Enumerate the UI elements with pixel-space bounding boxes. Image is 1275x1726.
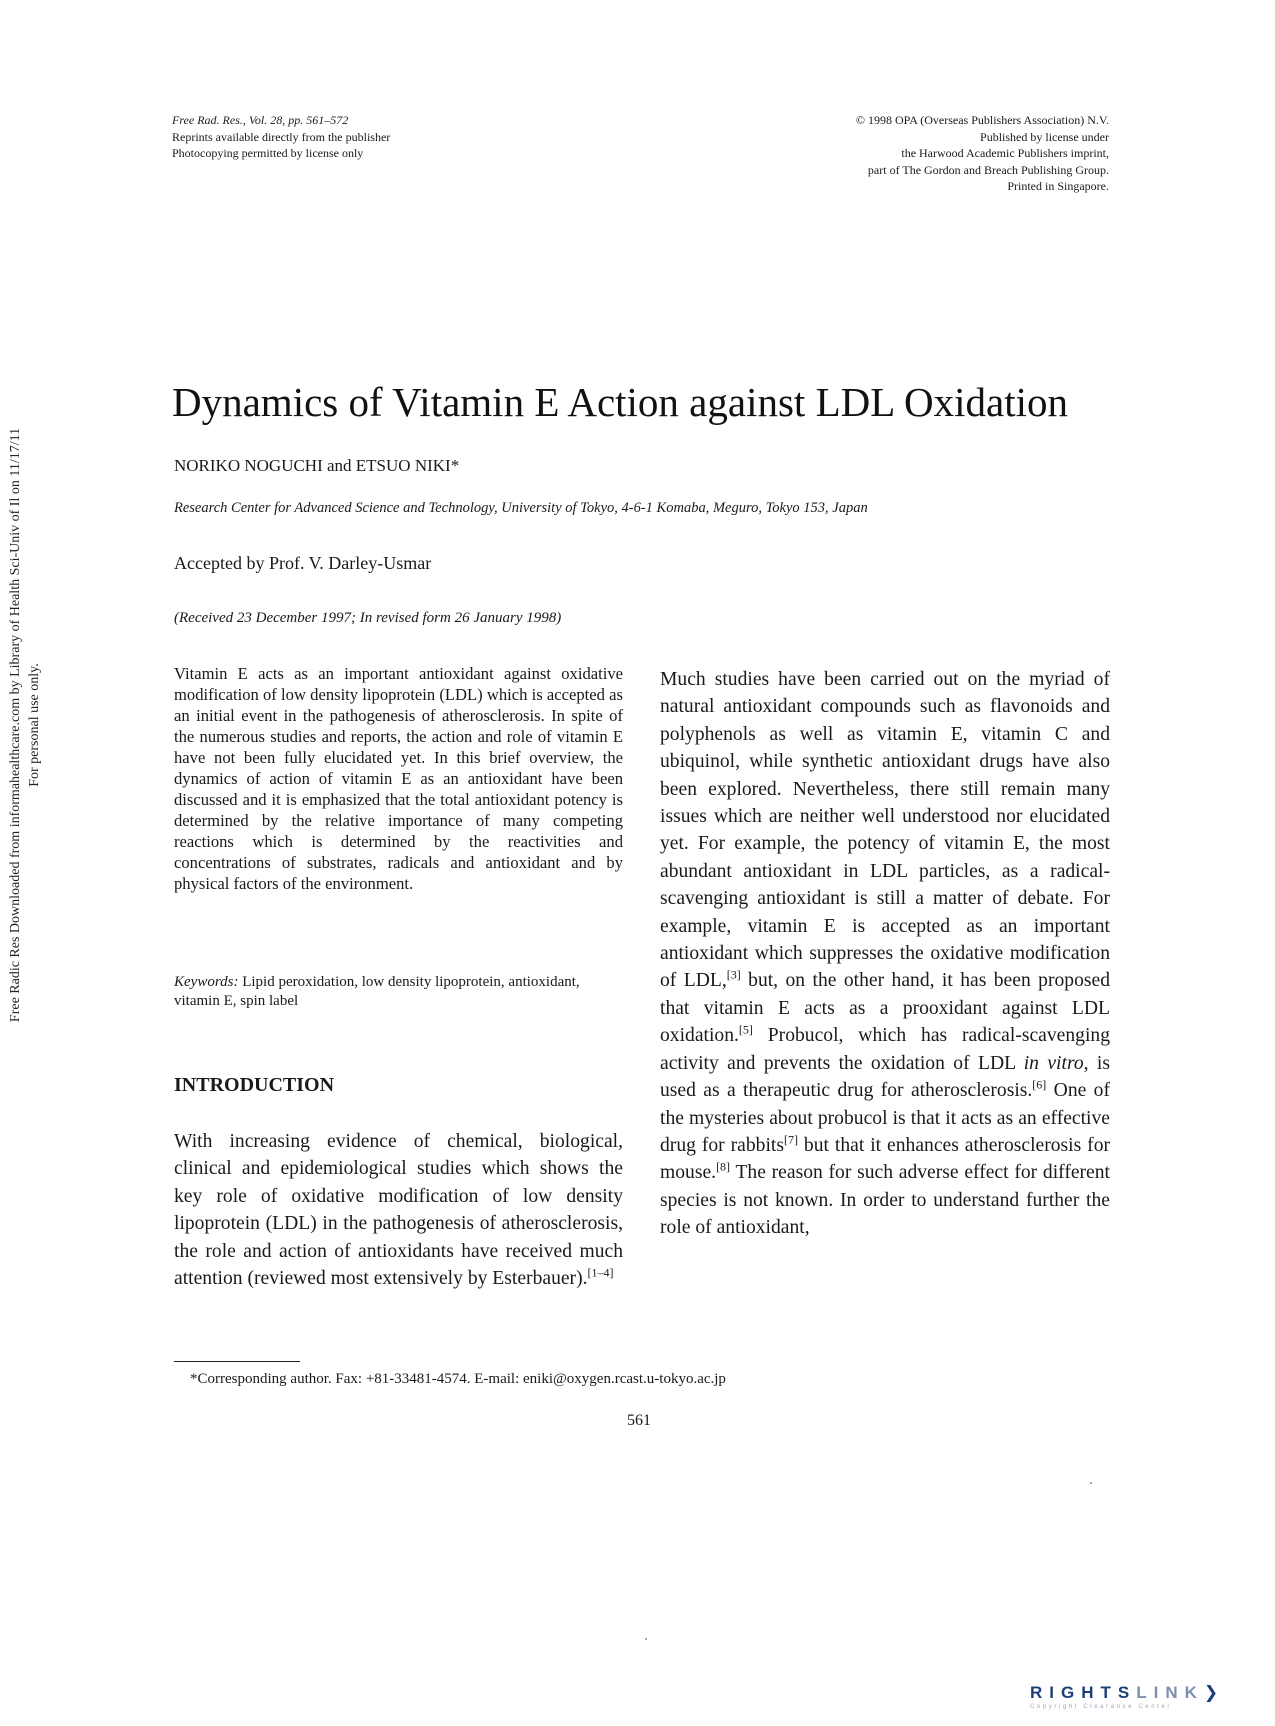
citation-ref-5: [5] (738, 1022, 753, 1037)
photocopying-note: Photocopying permitted by license only (172, 146, 364, 160)
citation-ref-7: [7] (783, 1132, 798, 1147)
logo-text-dark: RIGHTS (1030, 1683, 1137, 1702)
footnote-divider (174, 1361, 300, 1362)
body-text-6: but that it enhances atherosclerosis for mouse. (660, 1134, 1111, 1184)
section-heading-introduction: INTRODUCTION (174, 1074, 335, 1096)
body-text-5: One of the mysteries about probucol is that it acts as an effective drug for rabbits (660, 1080, 1111, 1156)
body-text-2: but, on the other hand, it has been proposed that vitamin E acts as a prooxidant against LDL oxidation. (660, 970, 1110, 1047)
author-affiliation: Research Center for Advanced Science and Technology, University of Tokyo, 4-6-1 Komaba, Meguro, Tokyo 153, Japan (174, 500, 868, 516)
logo-text-light: LINK (1136, 1683, 1204, 1702)
group-line: part of The Gordon and Breach Publishing Group. (867, 162, 1109, 177)
body-text-4: , is used as a therapeutic drug for atherosclerosis. (660, 1052, 1110, 1102)
scan-speck (1090, 1482, 1092, 1484)
rightslink-wordmark (1030, 1683, 1270, 1703)
citation-ref: [1–4] (587, 1265, 614, 1280)
article-title: Dynamics of Vitamin E Action against LDL Oxidation (172, 379, 1068, 425)
citation-ref-3: [3] (726, 967, 741, 982)
journal-citation: Free Rad. Res., Vol. 28, pp. 561–572 (172, 113, 349, 127)
introduction-paragraph (174, 1128, 623, 1292)
body-text-3: Probucol, which has radical-scavenging activity and prevents the oxidation of LDL (660, 1025, 1110, 1074)
body-text-7: The reason for such adverse effect for different species is not known. In order to understand further the role of antioxidant, (660, 1162, 1110, 1239)
introduction-text: With increasing evidence of chemical, biological, clinical and epidemiological studies which shows the key role of oxidative modification of low density lipoprotein (LDL) in the pathogenesis of atherosclerosis, the role and action of antioxidants have received much attention (reviewed most extensively by Esterbauer). (174, 1131, 623, 1290)
article-authors: NORIKO NOGUCHI and ETSUO NIKI* (174, 456, 460, 475)
scan-speck (645, 1638, 647, 1640)
personal-use-line: For personal use only. (27, 663, 42, 787)
license-line: Published by license under (980, 129, 1109, 144)
accepted-by: Accepted by Prof. V. Darley-Usmar (174, 553, 432, 573)
page-number: 561 (627, 1412, 651, 1429)
download-watermark (6, 225, 52, 1225)
citation-ref-8: [8] (716, 1159, 731, 1174)
keywords-label: Keywords: (174, 974, 239, 990)
body-text-1: Much studies have been carried out on the myriad of natural antioxidant compounds such as flavonoids and polyphenols as well as vitamin E, vitamin C and ubiquinol, while synthetic antioxidant drugs have also been explored. Nevertheless, there still remain many issues which are neither well understood nor elucidated yet. For example, the potency of vitamin E, the most abundant antioxidant in LDL particles, as a radical-scavenging antioxidant is still a matter of debate. For example, vitamin E is accepted as an important antioxidant which suppresses the oxidative modification of LDL, (660, 669, 1110, 992)
publisher-header-right (856, 112, 1109, 195)
logo-tagline: Copyright Clearance Center (1030, 1704, 1172, 1710)
abstract: Vitamin E acts as an important antioxidant against oxidative modification of low density lipoprotein (LDL) which is accepted as an initial event in the pathogenesis of atherosclerosis. In spite of the numerous studies and reports, the action and role of vitamin E have not been fully elucidated yet. In this brief overview, the dynamics of action of vitamin E as an antioxidant have been discussed and it is emphasized that the total antioxidant potency is determined by the relative importance of many competing reactions which is determined by the reactivities and concentrations of substrates, radicals and antioxidant and by physical factors of the environment. (174, 664, 623, 893)
keywords-list: Lipid peroxidation, low density lipoprotein, antioxidant, vitamin E, spin label (174, 974, 580, 1009)
right-column-paragraph (660, 666, 1110, 1242)
logo-arrow-icon: ❯ (1203, 1683, 1226, 1702)
copyright-line: © 1998 OPA (Overseas Publishers Association) N.V. (855, 113, 1109, 127)
imprint-line: the Harwood Academic Publishers imprint, (901, 146, 1109, 160)
citation-ref-6: [6] (1032, 1077, 1047, 1092)
rightslink-logo[interactable] (1030, 1683, 1270, 1723)
printed-line: Printed in Singapore. (1007, 179, 1109, 193)
journal-header-left (172, 112, 390, 162)
keywords (174, 973, 623, 1011)
body-text-in-vitro: in vitro (1023, 1052, 1084, 1074)
corresponding-author-footnote: *Corresponding author. Fax: +81-33481-4574. E-mail: eniki@oxygen.rcast.u-tokyo.ac.jp (190, 1371, 726, 1387)
received-dates: (Received 23 December 1997; In revised form 26 January 1998) (174, 610, 562, 626)
download-line: Free Radic Res Downloaded from informahealthcare.com by Library of Health Sci-Univ of Il on 11/17/11 (8, 427, 23, 1023)
reprints-note: Reprints available directly from the publisher (172, 129, 391, 144)
